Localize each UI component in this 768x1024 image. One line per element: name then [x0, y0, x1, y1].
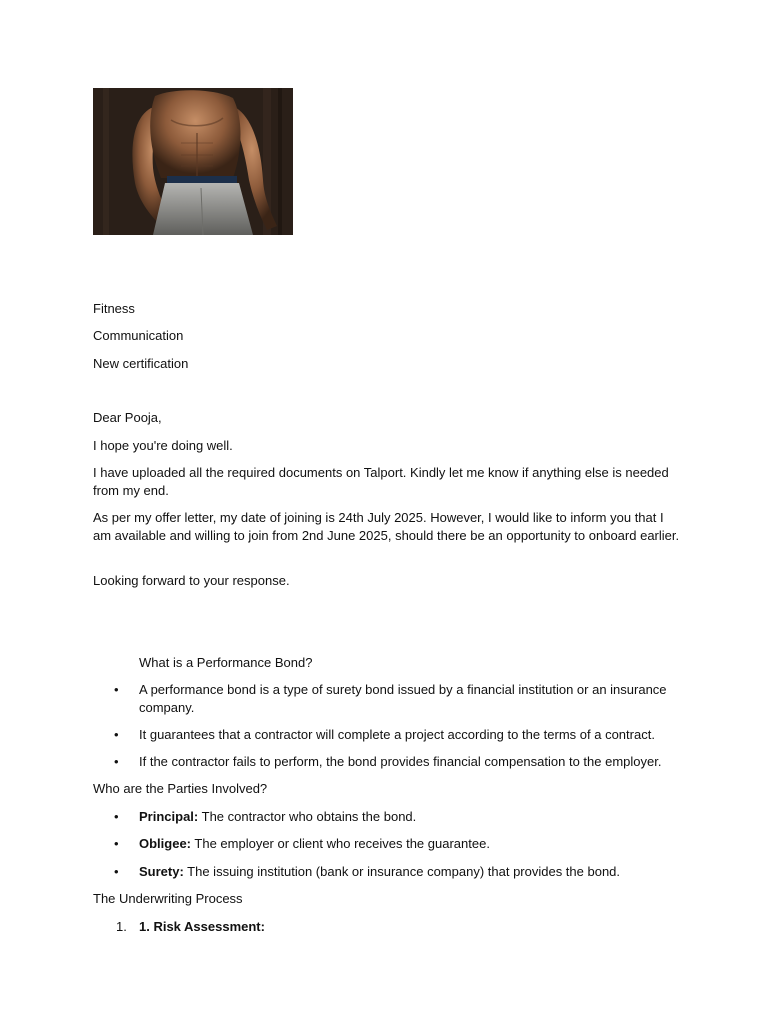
party-term: Obligee:	[139, 836, 192, 851]
party-term: Principal:	[139, 809, 199, 824]
bullet-marker: •	[114, 809, 119, 824]
fitness-photo	[93, 88, 293, 235]
bullet-marker: •	[114, 864, 119, 879]
letter-closing: Looking forward to your response.	[93, 573, 290, 588]
list-item: A performance bond is a type of surety bond issued by a financial institution or an insurance company.	[139, 682, 667, 715]
list-item: If the contractor fails to perform, the bond provides financial compensation to the employer.	[139, 754, 662, 769]
letter-paragraph-3: As per my offer letter, my date of joining is 24th July 2025. However, I would like to inform you that I am available and willing to join from 2nd June 2025, should there be an opportunity to onboard earlier.	[93, 510, 680, 543]
party-term: Surety:	[139, 864, 184, 879]
section-heading-underwriting: The Underwriting Process	[93, 891, 243, 906]
party-description: The contractor who obtains the bond.	[198, 809, 417, 824]
bullet-marker: •	[114, 727, 119, 742]
letter-greeting: Dear Pooja,	[93, 410, 162, 425]
letter-paragraph-1: I hope you're doing well.	[93, 438, 233, 453]
section-heading-performance-bond: What is a Performance Bond?	[139, 655, 313, 670]
numbered-item-risk-assessment	[139, 918, 684, 936]
letter-paragraph-2: I have uploaded all the required documents on Talport. Kindly let me know if anything else is needed from my end.	[93, 465, 669, 498]
bullet-marker: •	[114, 754, 119, 769]
party-description: The issuing institution (bank or insurance company) that provides the bond.	[183, 864, 621, 879]
bullet-marker: •	[114, 836, 119, 851]
header-line-fitness: Fitness	[93, 301, 135, 316]
party-description: The employer or client who receives the guarantee.	[191, 836, 490, 851]
section-heading-parties: Who are the Parties Involved?	[93, 781, 268, 796]
step-label: 1. Risk Assessment:	[139, 919, 265, 934]
header-line-certification: New certification	[93, 356, 189, 371]
bullet-marker: •	[114, 682, 119, 697]
party-item-surety	[139, 863, 684, 881]
list-number: 1.	[116, 919, 127, 934]
party-item-obligee	[139, 835, 684, 853]
header-line-communication: Communication	[93, 328, 184, 343]
list-item: It guarantees that a contractor will complete a project according to the terms of a contract.	[139, 727, 655, 742]
party-item-principal	[139, 808, 684, 826]
